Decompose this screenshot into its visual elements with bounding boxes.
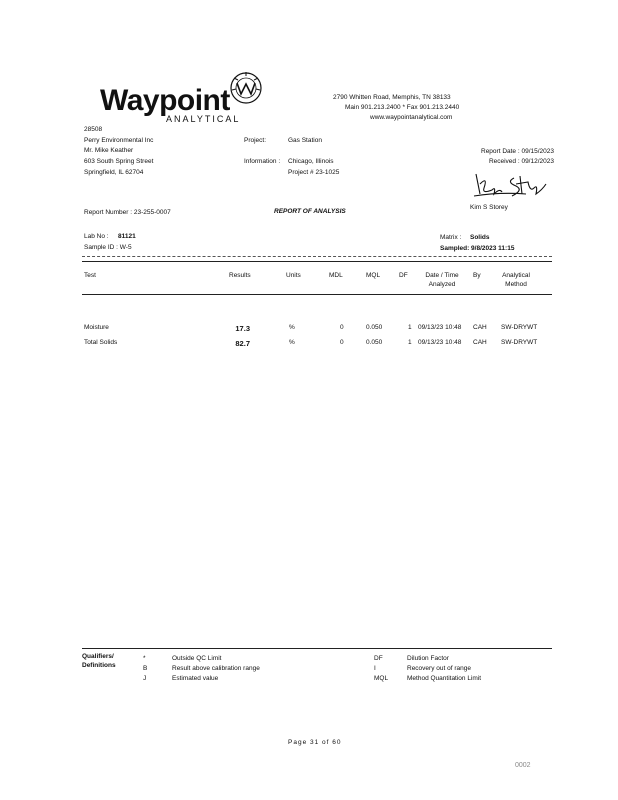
matrix-label: Matrix : bbox=[440, 234, 462, 241]
col-header-results: Results bbox=[229, 272, 251, 279]
table-header-divider bbox=[82, 294, 552, 295]
qualifiers-label-line1: Qualifiers/ bbox=[82, 653, 114, 660]
qualifier-definition: Result above calibration range bbox=[172, 665, 260, 672]
row-by: CAH bbox=[473, 339, 487, 346]
waypoint-globe-icon bbox=[228, 70, 264, 106]
sample-id: Sample ID : W-5 bbox=[84, 244, 132, 251]
row-method: SW-DRYWT bbox=[501, 324, 538, 331]
signature-image bbox=[470, 170, 550, 200]
row-method: SW-DRYWT bbox=[501, 339, 538, 346]
col-header-method bbox=[494, 272, 538, 288]
project-value: Gas Station bbox=[288, 137, 322, 144]
report-number: Report Number : 23-255-0007 bbox=[84, 209, 171, 216]
project-label: Project: bbox=[244, 137, 267, 144]
report-date: Report Date : 09/15/2023 bbox=[481, 148, 554, 155]
row-date: 09/13/23 10:48 bbox=[418, 339, 462, 346]
lab-address-line1: 2790 Whitten Road, Memphis, TN 38133 bbox=[333, 94, 451, 101]
client-street: 603 South Spring Street bbox=[84, 158, 154, 165]
row-result: 82.7 bbox=[235, 339, 250, 348]
qualifier-symbol: I bbox=[374, 665, 376, 672]
row-result: 17.3 bbox=[235, 324, 250, 333]
sampled-date: Sampled: 9/8/2023 11:15 bbox=[440, 245, 515, 252]
page-number: Page 31 of 60 bbox=[288, 739, 342, 746]
information-value: Chicago, Illinois bbox=[288, 158, 334, 165]
row-mql: 0.050 bbox=[366, 324, 383, 331]
row-units: % bbox=[289, 324, 295, 331]
row-df: 1 bbox=[408, 339, 412, 346]
row-mdl: 0 bbox=[340, 339, 344, 346]
row-mdl: 0 bbox=[340, 324, 344, 331]
col-header-units: Units bbox=[286, 272, 301, 279]
client-city: Springfield, IL 62704 bbox=[84, 169, 144, 176]
header-divider bbox=[82, 261, 552, 262]
lab-no-label: Lab No : bbox=[84, 233, 109, 240]
information-label: Information : bbox=[244, 158, 281, 165]
qualifier-symbol: DF bbox=[374, 655, 383, 662]
lab-website: www.waypointanalytical.com bbox=[370, 114, 453, 121]
col-header-method-line2: Method bbox=[505, 281, 527, 288]
col-header-by: By bbox=[473, 272, 481, 279]
lab-no-value: 81121 bbox=[118, 233, 136, 240]
waypoint-logo-text: Waypoint bbox=[100, 84, 230, 117]
row-test: Total Solids bbox=[84, 339, 118, 346]
page-stamp: 0002 bbox=[515, 762, 531, 769]
matrix-value: Solids bbox=[470, 234, 490, 241]
row-date: 09/13/23 10:48 bbox=[418, 324, 462, 331]
qualifier-symbol: B bbox=[143, 665, 148, 672]
qualifiers-label-line2: Definitions bbox=[82, 662, 116, 669]
report-title: REPORT OF ANALYSIS bbox=[274, 208, 346, 215]
client-company: Perry Environmental Inc bbox=[84, 137, 154, 144]
row-units: % bbox=[289, 339, 295, 346]
col-header-mdl: MDL bbox=[329, 272, 343, 279]
footer-divider bbox=[82, 648, 552, 649]
col-header-mql: MQL bbox=[366, 272, 381, 279]
row-test: Moisture bbox=[84, 324, 109, 331]
project-number: Project # 23-1025 bbox=[288, 169, 340, 176]
qualifier-definition: Method Quantitation Limit bbox=[407, 675, 482, 682]
client-contact: Mr. Mike Keather bbox=[84, 147, 134, 154]
qualifier-definition: Dilution Factor bbox=[407, 655, 449, 662]
col-header-method-line1: Analytical bbox=[502, 272, 530, 279]
col-header-test: Test bbox=[84, 272, 96, 279]
col-header-datetime bbox=[418, 272, 466, 288]
col-header-datetime-line2: Analyzed bbox=[428, 281, 456, 288]
row-by: CAH bbox=[473, 324, 487, 331]
row-mql: 0.050 bbox=[366, 339, 383, 346]
qualifier-symbol: J bbox=[143, 675, 147, 682]
qualifier-definition: Outside QC Limit bbox=[172, 655, 222, 662]
signer-name: Kim S Storey bbox=[470, 204, 508, 211]
client-id: 28508 bbox=[84, 126, 103, 133]
qualifier-symbol: * bbox=[143, 655, 146, 662]
received-date: Received : 09/12/2023 bbox=[488, 158, 554, 165]
waypoint-logo-subtitle: ANALYTICAL bbox=[166, 114, 241, 124]
col-header-df: DF bbox=[399, 272, 408, 279]
qualifier-symbol: MQL bbox=[374, 675, 389, 682]
row-df: 1 bbox=[408, 324, 412, 331]
qualifier-definition: Recovery out of range bbox=[407, 665, 471, 672]
lab-address-line2: Main 901.213.2400 * Fax 901.213.2440 bbox=[345, 104, 460, 111]
header-divider-dashed bbox=[82, 256, 552, 257]
col-header-datetime-line1: Date / Time bbox=[425, 272, 459, 279]
qualifier-definition: Estimated value bbox=[172, 675, 219, 682]
